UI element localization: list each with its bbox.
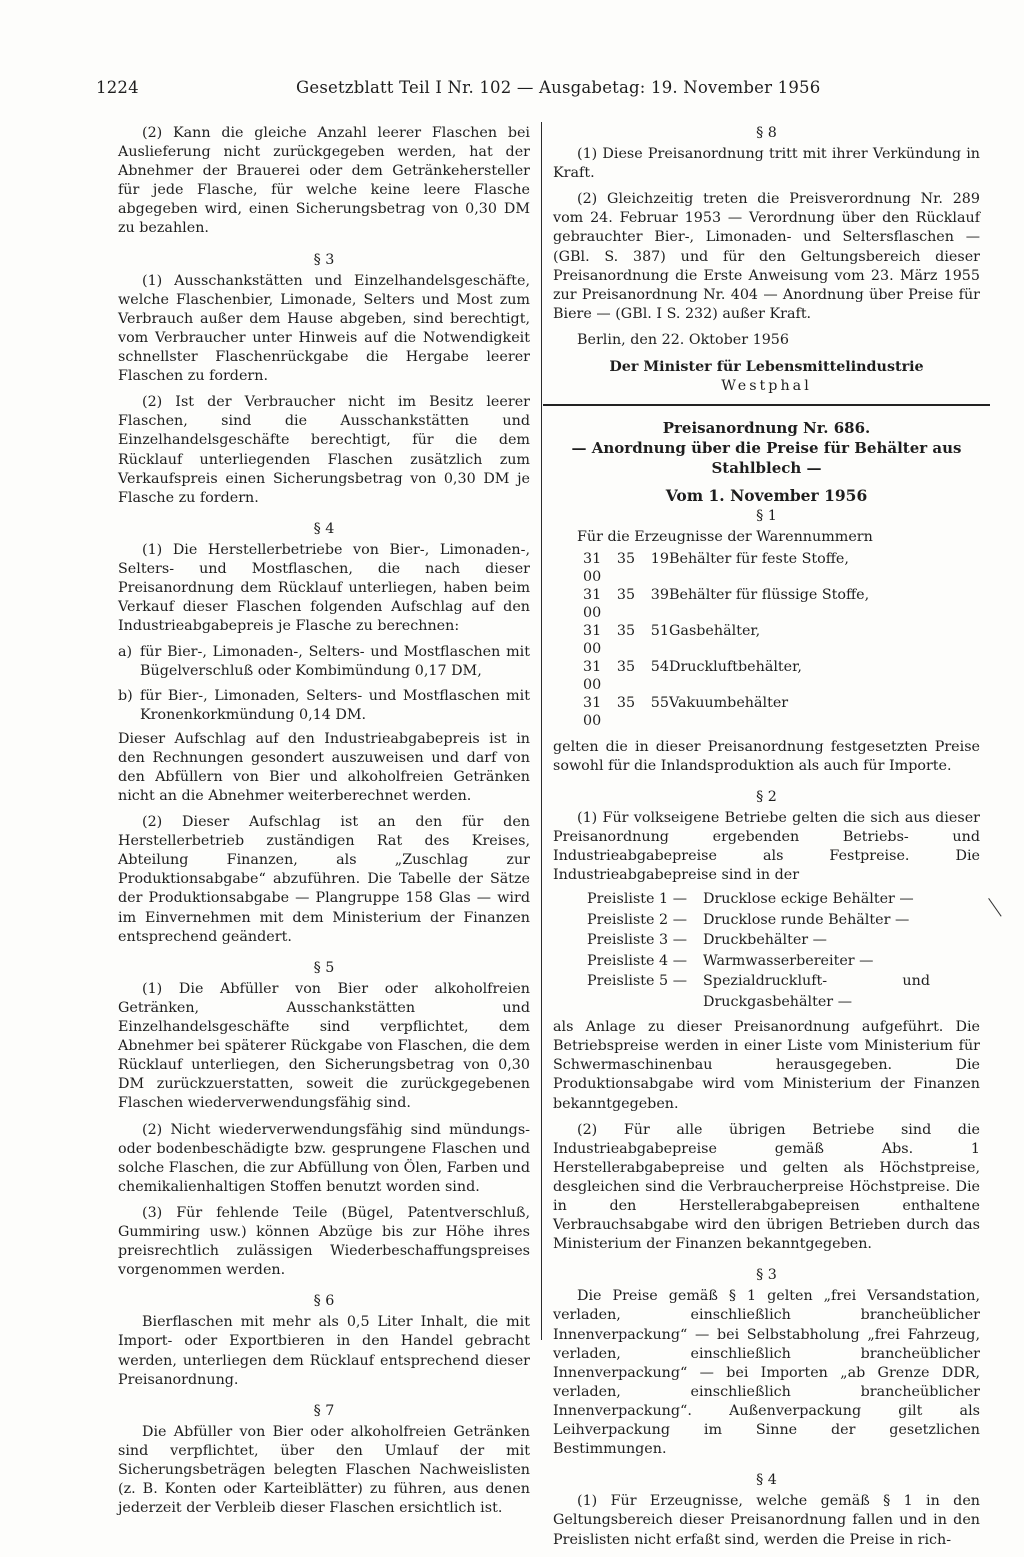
paragraph: (1) Diese Preisanordnung tritt mit ihrer Verkündung in Kraft. (553, 146, 980, 182)
price-list-label: Preisliste 1 — (587, 891, 687, 908)
list-label: a) (118, 644, 133, 661)
section-heading: § 8 (756, 125, 777, 141)
product-code: 31 35 19 00 (583, 550, 669, 585)
paragraph: gelten die in dieser Preisanordnung festgesetzten Preise sowohl für die Inlandsproduktion als auch für Importe. (553, 738, 980, 774)
paragraph: (2) Gleichzeitig treten die Preisverordnung Nr. 289 vom 24. Februar 1953 — Verordnung über den Rücklauf gebrauchter Bier-, Limonaden- und Seltersflaschen — (GBl. S. 387) und für den Geltungsbereich dieser Preisanordnung die Erste Anweisung vom 23. März 1955 zur Preisanordnung Nr. 404 — Anordnung über Preise für Biere — (GBl. I S. 232) außer Kraft. (553, 191, 980, 322)
product-code: 31 35 39 00 (583, 586, 669, 621)
code-row (583, 658, 980, 694)
product-code: 31 35 55 00 (583, 694, 669, 729)
product-code-list (583, 550, 980, 730)
paragraph: Für die Erzeugnisse der Warennummern (577, 529, 873, 546)
price-list-row (587, 971, 980, 1012)
section-heading: § 5 (313, 959, 335, 976)
section-divider (543, 404, 990, 406)
section-heading: § 4 (313, 520, 335, 537)
paragraph: Dieser Aufschlag auf den Industrieabgabepreis ist in den Rechnungen gesondert auszuweisen und darf von den Abfüllern von Bier und alkoholfreien Getränken nicht an die Abnehmer weiterberechnet werden. (118, 730, 530, 804)
section-heading: § 3 (313, 251, 335, 268)
paragraph: (2) Dieser Aufschlag ist an den für den Herstellerbetrieb zuständigen Rat des Kreises, Abteilung Finanzen, als „Zuschlag zur Produktionsabgabe“ abzuführen. Die Tabelle der Sätze der Produktionsabgabe — Plangruppe 158 Glas — wird im Einvernehmen mit dem Ministerium der Finanzen entsprechend geändert. (118, 814, 530, 945)
right-column (553, 124, 980, 1557)
price-list-row (587, 930, 980, 951)
paragraph: Bierflaschen mit mehr als 0,5 Liter Inhalt, die mit Import- oder Exportbieren in den Handel gebracht werden, unterliegen dem Rücklauf entsprechend dieser Preisanordnung. (118, 1314, 530, 1388)
price-list-row (587, 889, 980, 910)
price-list-desc: Druckbehälter — (703, 932, 827, 949)
paragraph: als Anlage zu dieser Preisanordnung aufgeführt. Die Betriebspreise werden in einer Liste vom Ministerium für Schwermaschinenbau herausgegeben. Die Produktionsabgabe wird vom Ministerium der Finanzen bekanntgegeben. (553, 1019, 980, 1112)
product-code: 31 35 54 00 (583, 658, 669, 693)
section-heading: § 6 (313, 1293, 335, 1310)
paragraph: (1) Die Abfüller von Bier oder alkoholfreien Getränken, Ausschankstätten und Einzelhandelsgeschäfte sind verpflichtet, dem Abnehmer bei späterer Rückgabe von Flaschen, die dem Rücklauf unterliegen, den Sicherungsbetrag von 0,30 DM zurückzuerstatten, soweit die zurückgegebenen Flaschen wiederverwendungsfähig sind. (118, 980, 530, 1112)
price-list-desc: Drucklose eckige Behälter — (703, 891, 914, 908)
code-row (583, 694, 980, 730)
paragraph: (2) Nicht wiederverwendungsfähig sind mündungs- oder bodenbeschädigte bzw. gesprungene Flaschen und solche Flaschen, die zur Abfüllung von Ölen, Farben und chemikalienhaltigen Stoffen benutzt worden sind. (118, 1121, 530, 1195)
price-list-label: Preisliste 4 — (587, 952, 687, 969)
paragraph: Die Abfüller von Bier oder alkoholfreien Getränken sind verpflichtet, über den Umlauf der mit Sicherungsbeträgen belegten Flaschen Nachweislisten (z. B. Konten oder Karteiblätter) zu führen, aus denen jederzeit der Verbleib dieser Flaschen ersichtlich ist. (118, 1423, 530, 1517)
product-desc: Behälter für flüssige Stoffe, (669, 586, 870, 603)
section-heading: § 4 (756, 1472, 777, 1489)
decree-date: Vom 1. November 1956 (665, 486, 868, 506)
price-list-label: Preisliste 5 — (587, 973, 687, 990)
price-list-desc: Warmwasserbereiter — (703, 952, 874, 969)
list-text: für Bier-, Limonaden, Selters- und Mostflaschen mit Kronenkorkmündung 0,14 DM. (140, 687, 530, 723)
code-row (583, 622, 980, 658)
paragraph: (3) Für fehlende Teile (Bügel, Patentverschluß, Gummiring usw.) können Abzüge bis zur Höhe ihres preisrechtlich zulässigen Wiederbeschaffungspreises vorgenommen werden. (118, 1204, 530, 1279)
price-list-row (587, 951, 980, 972)
signer-title: Der Minister für Lebensmittelindustrie (609, 359, 924, 376)
decree-title: Preisanordnung Nr. 686. (662, 419, 871, 438)
section-heading: § 7 (313, 1402, 335, 1419)
code-row (583, 586, 980, 622)
product-desc: Druckluftbehälter, (669, 658, 802, 675)
list-item (118, 643, 530, 681)
column-divider (541, 122, 542, 1340)
product-desc: Vakuumbehälter (669, 694, 789, 711)
price-list-row (587, 910, 980, 931)
left-column (118, 124, 530, 1525)
price-list-label: Preisliste 3 — (587, 932, 687, 949)
section-heading: § 2 (756, 788, 777, 805)
page-number: 1224 (96, 78, 139, 97)
gazette-title: Gesetzblatt Teil I Nr. 102 — Ausgabetag: 19. November 1956 (296, 78, 821, 97)
product-code: 31 35 51 00 (583, 622, 669, 657)
list-label: b) (118, 687, 133, 704)
product-desc: Gasbehälter, (669, 622, 761, 639)
price-list-label: Preisliste 2 — (587, 911, 687, 928)
paragraph: Die Preise gemäß § 1 gelten „frei Versandstation, verladen, einschließlich brancheüblicher Innenverpackung“ — bei Selbstabholung „frei Fahrzeug, verladen, einschließlich brancheüblicher Innenverpackung“ — bei Importen „ab Grenze DDR, verladen, einschließlich brancheüblicher Innenverpackung“. Außenverpackung gilt als Leihverpackung im Sinne der gesetzlichen Bestimmungen. (553, 1288, 980, 1458)
price-list-desc: Spezialdruckluft- und Druckgasbehälter — (703, 973, 930, 1010)
paragraph: (1) Für Erzeugnisse, welche gemäß § 1 in den Geltungsbereich dieser Preisanordnung fallen und in den Preislisten nicht erfaßt sind, werden die Preise in rich- (553, 1493, 980, 1548)
paragraph: (1) Die Herstellerbetriebe von Bier-, Limonaden-, Selters- und Mostflaschen, die nach dieser Preisanordnung dem Rücklauf unterliegen, haben beim Verkauf dieser Flaschen folgenden Aufschlag auf den Industrieabgabepreis je Flasche zu berechnen: (118, 541, 530, 635)
paragraph: (1) Ausschankstätten und Einzelhandelsgeschäfte, welche Flaschenbier, Limonade, Selters und Most zum Verbrauch außer dem Hause abgeben, sind berechtigt, vom Verbraucher unter Hinweis auf die Notwendigkeit schnellster Flaschenrückgabe die Hergabe leerer Flaschen zu fordern. (118, 272, 530, 385)
code-row (583, 550, 980, 586)
paragraph: (2) Für alle übrigen Betriebe sind die Industrieabgabepreise gemäß Abs. 1 Herstellerabgabepreise und gelten als Höchstpreise, desgleichen sind die Verbraucherpreise Höchstpreise. Die in den Herstellerabgabepreisen enthaltene Verbrauchsabgabe wird den übrigen Betrieben durch das Ministerium der Finanzen bekanntgegeben. (553, 1121, 980, 1253)
paragraph: (1) Für volkseigene Betriebe gelten die sich aus dieser Preisanordnung ergebenden Betriebs- und Industrieabgabepreise als Festpreise. Die Industrieabgabepreise sind in der (553, 809, 980, 884)
section-heading: § 1 (756, 508, 777, 525)
margin-mark (988, 898, 1001, 917)
product-desc: Behälter für feste Stoffe, (669, 550, 849, 567)
signer-name: Westphal (721, 378, 812, 395)
price-list-desc: Drucklose runde Behälter — (703, 911, 910, 928)
paragraph: (2) Ist der Verbraucher nicht im Besitz leerer Flaschen, sind die Ausschankstätten und Einzelhandelsgeschäfte berechtigt, für die dem Rücklauf unterliegenden Flaschen zusätzlich zum Verkaufspreis einen Sicherungsbetrag von 0,30 DM je Flasche zu fordern. (118, 394, 530, 506)
page-header (96, 78, 821, 104)
paragraph: (2) Kann die gleiche Anzahl leerer Flaschen bei Auslieferung nicht zurückgegeben werden, hat der Abnehmer der Brauerei oder dem Getränkehersteller für jede Flasche, für welche keine leere Flasche abgegeben wird, einen Sicherungsbetrag von 0,30 DM zu bezahlen. (118, 125, 530, 237)
decree-subtitle: — Anordnung über die Preise für Behälter aus Stahlblech — (571, 439, 962, 478)
place-date: Berlin, den 22. Oktober 1956 (577, 331, 790, 348)
list-item (118, 687, 530, 725)
price-list (587, 889, 980, 1012)
list-text: für Bier-, Limonaden-, Selters- und Mostflaschen mit Bügelverschluß oder Kombimündung 0,17 DM, (140, 644, 530, 680)
section-heading: § 3 (756, 1267, 777, 1284)
